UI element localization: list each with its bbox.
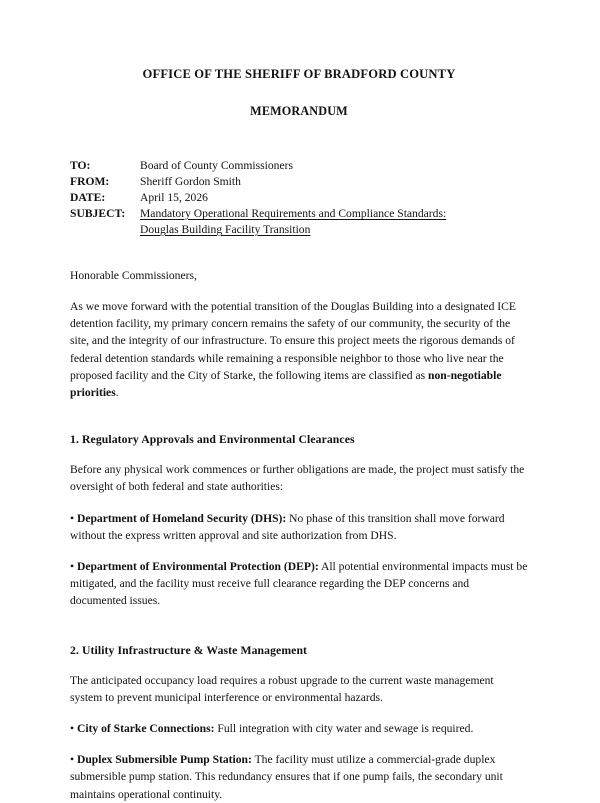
document-subtitle: MEMORANDUM: [250, 104, 348, 118]
bullet-icon: •: [70, 722, 75, 736]
section-1-bullet-1-lead: Department of Homeland Security (DHS):: [76, 511, 287, 525]
memo-field-subject-value: [140, 206, 528, 238]
memo-field-to-value: Board of County Commissioners: [140, 159, 293, 172]
bullet-icon: •: [70, 753, 75, 767]
section-1-bullet-2-text: All potential environmental impacts must be mitigated, and the facility must receive full clearance regarding the DEP concerns and documented issues.: [70, 560, 528, 608]
intro-paragraph-part2: .: [115, 386, 119, 400]
memo-field-date-value: April 15, 2026: [140, 191, 208, 204]
section-2-bullet-2-text: The facility must utilize a commercial-grade duplex submersible pump station. This redundancy ensures that if one pump fails, the secondary unit maintains operational continuity.: [70, 753, 503, 801]
section-1-bullet-1: [70, 510, 528, 544]
section-2-bullet-2-lead: Duplex Submersible Pump Station:: [76, 753, 252, 767]
memo-field-subject-value-line1: Mandatory Operational Requirements and Compliance Standards:: [140, 207, 447, 220]
section-1-bullet-2: [70, 558, 528, 610]
memo-field-from-value: Sheriff Gordon Smith: [140, 175, 241, 188]
section-2-intro: The anticipated occupancy load requires a robust upgrade to the current waste management system to prevent municipal interference or environmental hazards.: [70, 673, 494, 704]
section-2-bullet-1-lead: City of Starke Connections:: [76, 722, 215, 736]
intro-paragraph-part1: As we move forward with the potential transition of the Douglas Building into a designated ICE detention facility, my primary concern remains the safety of our community, the security of the site, and the integrity of our infrastructure. To ensure this project meets the rigorous demands of federal detention standards while remaining a responsible neighbor to those who live near the proposed facility and the City of Starke, the following items are classified as: [70, 300, 516, 382]
memo-header-block: [70, 158, 528, 238]
memo-field-from: [70, 174, 528, 190]
memo-field-subject-label: SUBJECT:: [70, 207, 126, 220]
bullet-icon: •: [70, 511, 75, 525]
section-heading-1: 1. Regulatory Approvals and Environmental Clearances: [70, 433, 355, 447]
memo-field-to-label: TO:: [70, 159, 91, 172]
section-1-bullet-2-lead: Department of Environmental Protection (DEP):: [76, 560, 319, 574]
section-2-bullet-1: [70, 720, 528, 737]
section-heading-2: 2. Utility Infrastructure & Waste Management: [70, 643, 308, 657]
page-title: OFFICE OF THE SHERIFF OF BRADFORD COUNTY: [142, 67, 456, 81]
section-2-bullet-1-text: Full integration with city water and sewage is required.: [214, 722, 474, 736]
section-1-intro: Before any physical work commences or further obligations are made, the project must satisfy the oversight of both federal and state authorities:: [70, 463, 525, 494]
section-1-bullet-1-text: No phase of this transition shall move forward without the express written approval and site authorization from DHS.: [70, 511, 505, 542]
memo-field-date-label: DATE:: [70, 191, 106, 204]
memo-field-from-label: FROM:: [70, 175, 110, 188]
bullet-icon: •: [70, 560, 75, 574]
intro-paragraph: [70, 298, 528, 401]
salutation: Honorable Commissioners,: [70, 269, 197, 282]
section-2-bullet-2: [70, 751, 528, 803]
memo-field-to: [70, 158, 528, 174]
intro-paragraph-emphasis: non-negotiable priorities: [70, 368, 502, 400]
memo-field-subject-value-line2: Douglas Building Facility Transition: [140, 223, 311, 236]
memo-field-date: [70, 190, 528, 206]
memo-field-subject: [70, 206, 528, 238]
